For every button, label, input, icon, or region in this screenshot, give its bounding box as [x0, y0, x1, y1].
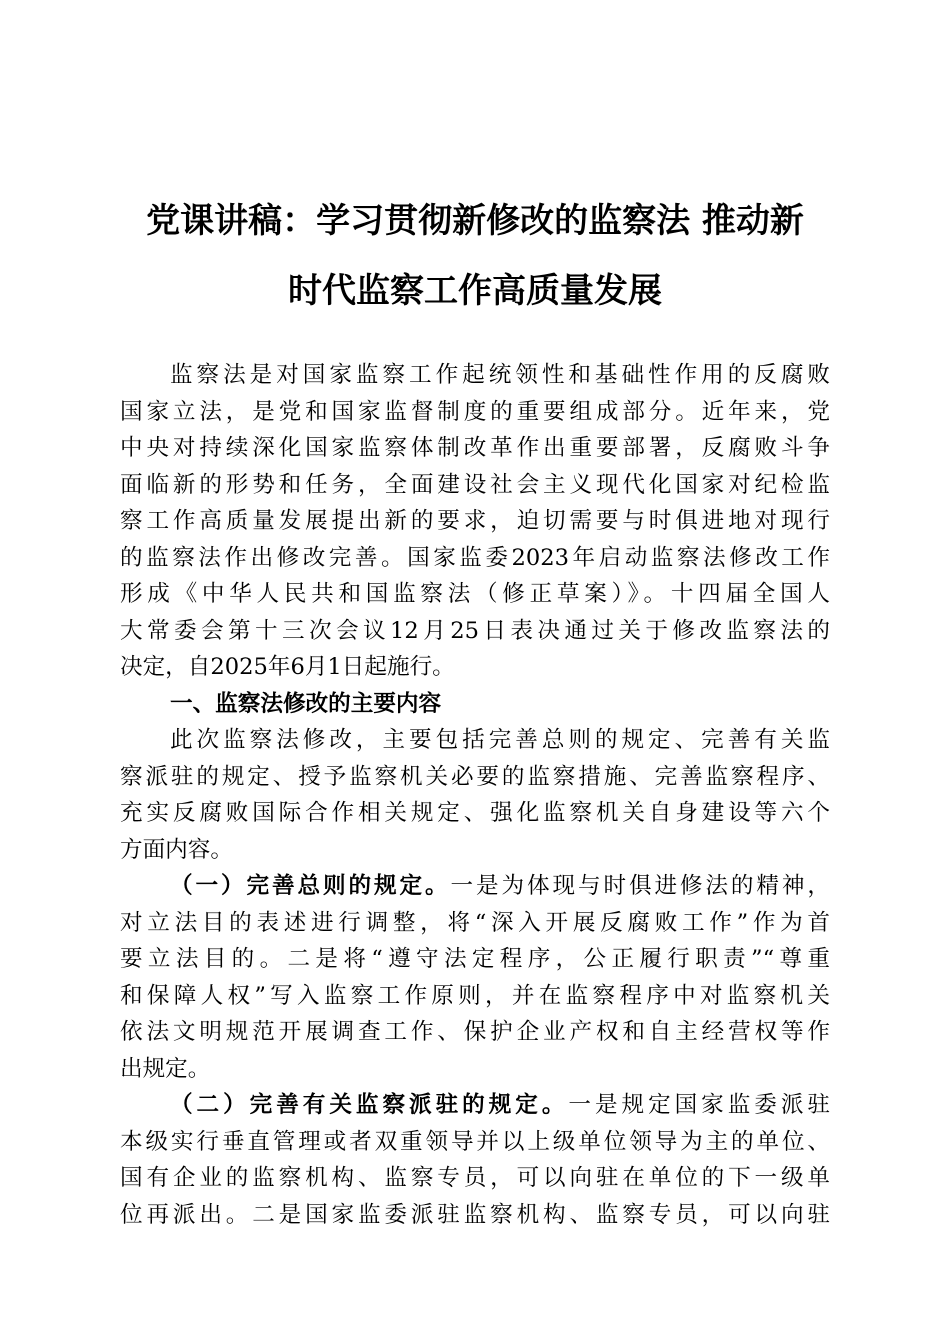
text-line: 本级实行垂直管理或者双重领导并以上级单位领导为主的单位、 — [120, 1128, 830, 1155]
text-line: 充实反腐败国际合作相关规定、强化监察机关自身建设等六个 — [120, 800, 830, 826]
text-run: 一是规定国家监委派驻 — [568, 1092, 830, 1118]
text-line: 对立法目的表述进行调整，将“深入开展反腐败工作”作为首 — [120, 909, 830, 936]
text-run: 一是为体现与时俱进修法的精神， — [450, 873, 830, 899]
document-body — [120, 357, 830, 1233]
text-line: 此次监察法修改，主要包括完善总则的规定、完善有关监 — [170, 727, 830, 753]
text-line: 方面内容。 — [120, 836, 233, 863]
text-line: 的监察法作出修改完善。国家监委2023年启动监察法修改工作 — [120, 544, 830, 571]
text-line — [120, 868, 830, 905]
text-line: 依法文明规范开展调查工作、保护企业产权和自主经营权等作 — [120, 1019, 830, 1045]
text-line: 察派驻的规定、授予监察机关必要的监察措施、完善监察程序、 — [120, 763, 830, 790]
text-line: 监察法是对国家监察工作起统领性和基础性作用的反腐败 — [170, 362, 830, 388]
text-line: 出规定。 — [120, 1055, 211, 1082]
text-line: 位再派出。二是国家监委派驻监察机构、监察专员，可以向驻 — [120, 1201, 830, 1228]
section-heading: 一、监察法修改的主要内容 — [170, 690, 442, 717]
document-title-line-2: 时代监察工作高质量发展 — [288, 271, 662, 311]
subsection-lead: （一）完善总则的规定。 — [170, 873, 451, 899]
text-line: 察工作高质量发展提出新的要求，迫切需要与时俱进地对现行 — [120, 508, 830, 534]
text-line: 要立法目的。二是将“遵守法定程序，公正履行职责”“尊重 — [120, 946, 830, 972]
text-line: 决定，自2025年6月1日起施行。 — [120, 654, 455, 680]
text-line: 国有企业的监察机构、监察专员，可以向驻在单位的下一级单 — [120, 1165, 830, 1191]
text-line — [120, 1087, 830, 1124]
text-line: 大常委会第十三次会议12月25日表决通过关于修改监察法的 — [120, 617, 830, 644]
text-line: 和保障人权”写入监察工作原则，并在监察程序中对监察机关 — [120, 982, 830, 1009]
text-line: 面临新的形势和任务，全面建设社会主义现代化国家对纪检监 — [120, 471, 830, 498]
subsection-lead: （二）完善有关监察派驻的规定。 — [170, 1092, 569, 1118]
text-line: 国家立法，是党和国家监督制度的重要组成部分。近年来，党 — [120, 398, 830, 425]
text-line: 形成《中华人民共和国监察法（修正草案）》。十四届全国人 — [120, 581, 830, 607]
text-line: 中央对持续深化国家监察体制改革作出重要部署，反腐败斗争 — [120, 435, 830, 461]
document-title-line-1: 党课讲稿：学习贯彻新修改的监察法 推动新 — [146, 201, 804, 241]
